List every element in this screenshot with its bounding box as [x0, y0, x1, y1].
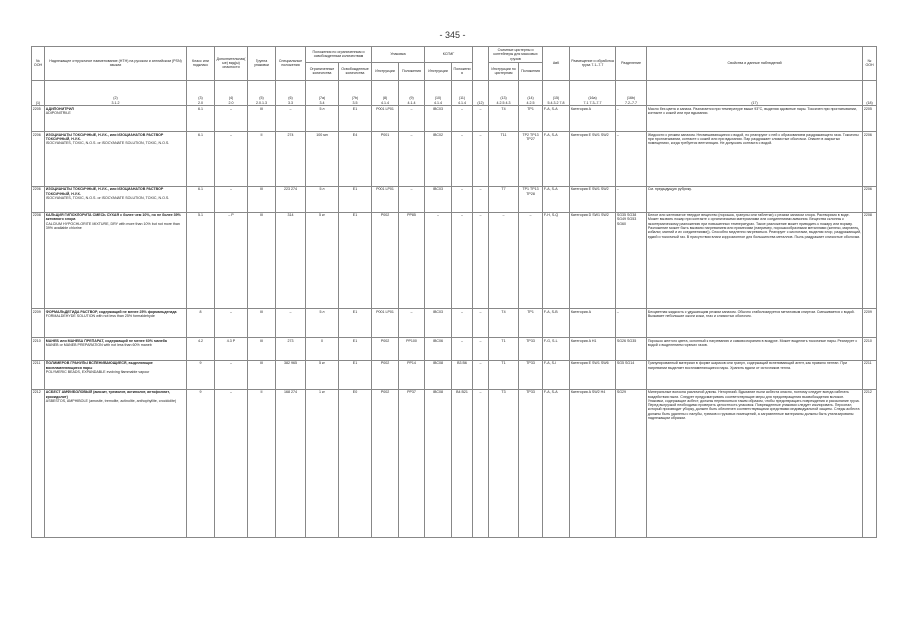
- tank-provision-cell: TP33: [519, 389, 543, 537]
- stowage-cell: Категория A H1: [570, 338, 616, 361]
- column-number-cell: [543, 80, 570, 106]
- packing-group-cell: III: [248, 212, 276, 309]
- column-number: (9): [409, 96, 414, 101]
- table-row: [32, 389, 877, 537]
- excepted-qty-cell: E1: [339, 338, 372, 361]
- table-header: [32, 47, 877, 106]
- subsidiary-cell: –: [215, 389, 248, 537]
- class-cell: 6.1: [187, 106, 215, 132]
- header-col12: [473, 47, 489, 81]
- stowage-cell: Категория A: [570, 106, 616, 132]
- subsidiary-cell: –: [215, 106, 248, 132]
- ibc-provision-cell: –: [452, 106, 473, 132]
- stowage-cell: Категория D SW1 SW2: [570, 212, 616, 309]
- un-number-cell: 2208: [32, 212, 45, 309]
- tank-provision-cell: TP2 TP13 TP27: [519, 132, 543, 187]
- column-number: (11): [458, 96, 466, 101]
- column-number-cell: [45, 80, 187, 106]
- class-cell: 5.1: [187, 212, 215, 309]
- column-reference: 3.1.2: [111, 100, 120, 105]
- class-cell: 9: [187, 361, 215, 390]
- english-name: ASBESTOS, AMPHIBOLE (amosite, tremolite, actinolite, anthophyllite, crocidolite): [45, 398, 177, 403]
- excepted-qty-cell: E1: [339, 186, 372, 212]
- subsidiary-cell: –: [215, 132, 248, 187]
- header-un: № ООН: [32, 47, 45, 81]
- ibc-instruction-cell: IBC03: [425, 309, 452, 338]
- packing-group-cell: III: [248, 361, 276, 390]
- column-number-cell: [863, 80, 877, 106]
- special-provisions-cell: 314: [276, 212, 306, 309]
- russian-name: ФОРМАЛЬДЕГИДА РАСТВОР, содержащий не менее 25% формальдегида: [45, 309, 177, 314]
- limited-qty-cell: 100 мл: [306, 132, 339, 187]
- tank-instruction-cell: T3: [489, 389, 519, 537]
- table-row: [32, 186, 877, 212]
- column-reference: 3.5: [352, 100, 358, 105]
- header-segregation: Разделение: [616, 47, 647, 81]
- un-number-right-cell: 2206: [863, 186, 877, 212]
- column-number-cell: [32, 80, 45, 106]
- un-number-right-cell: 2208: [863, 212, 877, 309]
- limited-qty-cell: 5 л: [306, 106, 339, 132]
- column-number: (10): [434, 96, 442, 101]
- column-number-cell: [647, 80, 863, 106]
- ibc-instruction-cell: IBC03: [425, 106, 452, 132]
- tank-instruction-cell: T4: [489, 309, 519, 338]
- header-limited-group: Положения по ограниченным и освобожденным количествам: [306, 47, 372, 63]
- tank-provision-cell: TP1: [519, 106, 543, 132]
- english-name: FORMALDEHYDE SOLUTION with not less than 25% formaldehyde: [45, 314, 155, 319]
- header-limited: Ограниченные количества: [306, 62, 339, 80]
- stowage-cell: Категория A SW2 H4: [570, 389, 616, 537]
- limited-qty-cell: 5 кг: [306, 361, 339, 390]
- packing-instruction-cell: P001 LP01: [372, 186, 399, 212]
- shipping-name-cell: [45, 338, 187, 361]
- segregation-cell: SG29: [616, 389, 647, 537]
- excepted-qty-cell: E1: [339, 212, 372, 309]
- subsidiary-cell: – P: [215, 212, 248, 309]
- ibc-instruction-cell: IBC02: [425, 132, 452, 187]
- subsidiary-cell: –: [215, 361, 248, 390]
- special-provisions-cell: –: [276, 309, 306, 338]
- tank-instruction-cell: T1: [489, 361, 519, 390]
- un-number-right-cell: 2206: [863, 132, 877, 187]
- english-name: MANEB or MANEB PREPARATION with not less than 60% maneb: [45, 342, 152, 347]
- packing-provision-cell: –: [399, 186, 425, 212]
- segregation-cell: SG35 SG38 SG49 SG53 SG60: [616, 212, 647, 309]
- column-number: (8): [382, 96, 388, 101]
- ems-cell: F-A, S-A: [543, 132, 570, 187]
- properties-cell: Жидкости с резким запахом. Несмешивающиеся с водой, но реагируют с ней с образованием раздражающего газа. Токсичны при проглатывании, контакте с кожей или при вдыхании. Пар раздражает слизистые оболочки. Опасен в закрытых помещениях, когда требуется вентиляция. Не допускать контакта с водой.: [647, 132, 863, 187]
- col12-cell: –: [473, 389, 489, 537]
- segregation-cell: SG5 SG14: [616, 361, 647, 390]
- header-packing-group: Группа упаковки: [248, 47, 276, 81]
- russian-name: АДИПОНИТРИЛ: [45, 106, 74, 111]
- excepted-qty-cell: E1: [339, 361, 372, 390]
- packing-group-cell: III: [248, 106, 276, 132]
- tank-instruction-cell: T7: [489, 186, 519, 212]
- ems-cell: F-H, S-Q: [543, 212, 570, 309]
- column-number: (1): [35, 100, 41, 105]
- tank-provision-cell: TP33: [519, 361, 543, 390]
- column-reference: 7.2–7.7: [625, 100, 638, 105]
- packing-provision-cell: –: [399, 309, 425, 338]
- english-name: POLYMERIC BEADS, EXPANDABLE evolving flammable vapour: [45, 370, 150, 375]
- col12-cell: –: [473, 361, 489, 390]
- class-cell: 8: [187, 309, 215, 338]
- class-cell: 4.2: [187, 338, 215, 361]
- un-number-right-cell: 2209: [863, 309, 877, 338]
- russian-name: ИЗОЦИАНАТЫ ТОКСИЧНЫЕ, Н.У.К., или ИЗОЦИАНАТОВ РАСТВОР ТОКСИЧНЫЙ, Н.У.К.: [45, 187, 164, 196]
- stowage-cell: Категория E SW1 SW2: [570, 132, 616, 187]
- column-number-cell: [616, 80, 647, 106]
- limited-qty-cell: 1 кг: [306, 389, 339, 537]
- segregation-cell: –: [616, 309, 647, 338]
- column-number-cell: [452, 80, 473, 106]
- shipping-name-cell: [45, 186, 187, 212]
- shipping-name-cell: [45, 132, 187, 187]
- properties-cell: Гранулированный материал в форме шариков или гранул, содержащий вспенивающий агент, как правило пентан. При нагревании выделяет воспламеняющиеся пары. Хранить вдали от источников тепла.: [647, 361, 863, 390]
- column-reference: 4.1.4: [434, 100, 443, 105]
- shipping-name-cell: [45, 361, 187, 390]
- header-special-provisions: Специальные положения: [276, 47, 306, 81]
- packing-group-cell: III: [248, 338, 276, 361]
- ems-cell: F-A, S-A: [543, 106, 570, 132]
- tank-provision-cell: TP1 TP13 TP28: [519, 186, 543, 212]
- table-body: [32, 106, 877, 537]
- un-number-right-cell: 2211: [863, 361, 877, 390]
- tank-instruction-cell: –: [489, 212, 519, 309]
- column-number: (13): [500, 96, 507, 101]
- col12-cell: –: [473, 338, 489, 361]
- column-number-cell: [187, 80, 215, 106]
- packing-provision-cell: PP85: [399, 212, 425, 309]
- un-number-cell: 2205: [32, 106, 45, 132]
- tank-provision-cell: TP1: [519, 309, 543, 338]
- ibc-instruction-cell: IBC08: [425, 389, 452, 537]
- ibc-provision-cell: –: [452, 186, 473, 212]
- packing-instruction-cell: P001 LP01: [372, 106, 399, 132]
- ibc-provision-cell: –: [452, 309, 473, 338]
- shipping-name-cell: [45, 106, 187, 132]
- packing-instruction-cell: P001: [372, 132, 399, 187]
- packing-instruction-cell: P001 LP01: [372, 309, 399, 338]
- ems-cell: F-A, S-A: [543, 186, 570, 212]
- table-row: [32, 361, 877, 390]
- ibc-provision-cell: B4 B21: [452, 389, 473, 537]
- tank-provision-cell: –: [519, 212, 543, 309]
- column-number: (14): [527, 96, 534, 101]
- col12-cell: –: [473, 132, 489, 187]
- column-number: (6): [288, 96, 293, 101]
- column-reference: 7.1 7.3–7.7: [583, 100, 602, 105]
- ibc-instruction-cell: IBC08: [425, 361, 452, 390]
- column-reference: 2.0: [198, 100, 203, 105]
- column-reference: 2.0: [228, 100, 234, 105]
- header-ems: АвК: [543, 47, 570, 81]
- header-tank-provisions: Положения: [519, 62, 543, 80]
- special-provisions-cell: 274: [276, 132, 306, 187]
- column-number: (5): [259, 96, 264, 101]
- column-number: (7a): [318, 96, 326, 101]
- column-number: (16a): [588, 96, 597, 101]
- segregation-cell: –: [616, 132, 647, 187]
- column-reference: 4.2.5 4.3: [496, 100, 511, 105]
- column-number-cell: [489, 80, 519, 106]
- header-excepted: Освобожденные количества: [339, 62, 372, 80]
- ibc-provision-cell: –: [452, 338, 473, 361]
- column-number: (4): [228, 96, 234, 101]
- column-reference: 4.1.4: [407, 100, 416, 105]
- subsidiary-cell: –: [215, 309, 248, 338]
- header-un-right: № ООН: [863, 47, 877, 81]
- limited-qty-cell: 5 кг: [306, 212, 339, 309]
- table-row: [32, 212, 877, 309]
- un-number-cell: 2210: [32, 338, 45, 361]
- column-reference: 3.4: [319, 100, 325, 105]
- un-number-right-cell: 2210: [863, 338, 877, 361]
- russian-name: ИЗОЦИАНАТЫ ТОКСИЧНЫЕ, Н.У.К., или ИЗОЦИАНАТОВ РАСТВОР ТОКСИЧНЫЙ, Н.У.К.: [45, 132, 164, 141]
- properties-cell: Минеральные волокна различной длины. Негорючий. Вдыхание пыли асбеста опасно, поэтому следует всегда избегать воздействия пыли. Следует предусматривать соответствующие меры для предотвращения высвобождения волокон. Упаковки, содержащие асбест, должны перевозиться таким образом, чтобы предотвращать повреждения и рассыпание груза. Перед выгрузкой необходимо проверить целостность упаковок. Поврежденные упаковки следует изолировать. Персонал, который производит уборку, должен быть обеспечен соответствующими средствами индивидуальной защиты. Следы асбеста должны быть удалены с палубы, трюмов и грузовых помещений, а загрязненные материалы должны быть утилизированы надлежащим образом.: [647, 389, 863, 537]
- header-properties: Свойства и данные наблюдений: [647, 47, 863, 81]
- packing-provision-cell: –: [399, 132, 425, 187]
- properties-cell: См. предыдущую рубрику.: [647, 186, 863, 212]
- excepted-qty-cell: E0: [339, 389, 372, 537]
- header-ibc-provisions: Положения: [452, 62, 473, 80]
- table-row: [32, 106, 877, 132]
- table-row: [32, 338, 877, 361]
- ibc-provision-cell: –: [452, 212, 473, 309]
- class-cell: 9: [187, 389, 215, 537]
- col12-cell: –: [473, 309, 489, 338]
- stowage-cell: Категория A: [570, 309, 616, 338]
- english-name: ISOCYANATES, TOXIC, N.O.S. or ISOCYANATE SOLUTION, TOXIC, N.O.S.: [45, 141, 170, 146]
- russian-name: ПОЛИМЕРОВ ГРАНУЛЫ ВСПЕНИВАЮЩИЕСЯ, выделяющие воспламеняющиеся пары: [45, 361, 153, 370]
- stowage-cell: Категория E SW1 SW2: [570, 186, 616, 212]
- segregation-cell: –: [616, 186, 647, 212]
- russian-name: МАНЕБ или МАНЕБА ПРЕПАРАТ, содержащий не менее 60% манеба: [45, 338, 167, 343]
- ibc-provision-cell: B3 B6: [452, 361, 473, 390]
- column-reference: 4.1.4: [458, 100, 467, 105]
- un-number-cell: 2206: [32, 132, 45, 187]
- excepted-qty-cell: E1: [339, 106, 372, 132]
- packing-instruction-cell: P002: [372, 389, 399, 537]
- properties-cell: Белое или желтоватое твердое вещество (порошок, гранулы или таблетки) с резким запахом хлора. Растворимо в воде. Может вызвать пожар при контакте с органическими материалами или соединениями аммония. Вещества склонны к экзотермическому разложению при повышенных температурах. Такое разложение может приводить к пожару или взрыву. Разложение может быть вызвано нагреванием или примесями (например, порошкообразными металлами (железо, марганец, кобальт, магний и их соединениями)). Способно медленно нагреваться. Реагирует с кислотами, выделяя хлор, раздражающий, едкий и токсичный газ. В присутствии влаги коррозионное для большинства металлов. Пыль раздражает слизистые оболочки.: [647, 212, 863, 309]
- subsidiary-cell: 4.3 P: [215, 338, 248, 361]
- limited-qty-cell: 5 л: [306, 186, 339, 212]
- properties-cell: Порошок желтого цвета, склонный к нагреванию и самовозгоранию в воздухе. Может выделять токсичные пары. Реагирует с водой с выделением горючих газов.: [647, 338, 863, 361]
- properties-cell: Бесцветная жидкость с удушающим резким запахом. Обычно стабилизируется метиловым спиртом. Смешивается с водой. Вызывает небольшие ожоги кожи, глаз и слизистых оболочек.: [647, 309, 863, 338]
- excepted-qty-cell: E4: [339, 132, 372, 187]
- tank-instruction-cell: T11: [489, 132, 519, 187]
- special-provisions-cell: –: [276, 106, 306, 132]
- ibc-instruction-cell: IBC03: [425, 186, 452, 212]
- header-provisions: Положения: [399, 62, 425, 80]
- segregation-cell: SG26 SG35: [616, 338, 647, 361]
- header-ibc-group: КСГМГ: [425, 47, 473, 63]
- russian-name: АСБЕСТ АМФИБОЛОВЫЙ (амозит, тремолит, актинолит, антофиллит, крокидолит): [45, 390, 170, 399]
- column-number: (15): [552, 96, 560, 101]
- page-number: - 345 -: [439, 30, 466, 40]
- class-cell: 6.1: [187, 132, 215, 187]
- packing-provision-cell: PP14: [399, 361, 425, 390]
- column-number: (2): [113, 96, 118, 101]
- header-class: Класс или подкласс: [187, 47, 215, 81]
- tank-provision-cell: TP33: [519, 338, 543, 361]
- packing-provision-cell: –: [399, 106, 425, 132]
- packing-instruction-cell: P002: [372, 212, 399, 309]
- header-subsidiary: Дополнительная(ые) вид(ы) опасности: [215, 47, 248, 81]
- ems-cell: F-G, S-L: [543, 338, 570, 361]
- un-number-cell: 2209: [32, 309, 45, 338]
- column-number-cell: [276, 80, 306, 106]
- column-number-cell: [519, 80, 543, 106]
- packing-provision-cell: PP100: [399, 338, 425, 361]
- ibc-instruction-cell: –: [425, 212, 452, 309]
- subsidiary-cell: –: [215, 186, 248, 212]
- stowage-cell: Категория E SW1 SW6: [570, 361, 616, 390]
- special-provisions-cell: 223 274: [276, 186, 306, 212]
- limited-qty-cell: 0: [306, 338, 339, 361]
- english-name: CALCIUM HYPOCHLORITE MIXTURE, DRY with more than 10% but not more than 39% available chlorine: [45, 221, 180, 230]
- tank-instruction-cell: T4: [489, 106, 519, 132]
- special-provisions-cell: 168 274: [276, 389, 306, 537]
- header-tanks-group: Съемные цистерны и контейнеры для массовых грузов: [489, 47, 543, 63]
- class-cell: 6.1: [187, 186, 215, 212]
- column-number-cell: [339, 80, 372, 106]
- ibc-instruction-cell: IBC06: [425, 338, 452, 361]
- un-number-right-cell: 2205: [863, 106, 877, 132]
- english-name: ADIPONITRILE: [45, 111, 71, 116]
- col12-cell: –: [473, 106, 489, 132]
- col12-cell: –: [473, 186, 489, 212]
- column-number-cell: [425, 80, 452, 106]
- segregation-cell: –: [616, 106, 647, 132]
- column-number: (12): [477, 100, 484, 105]
- column-number: (3): [198, 96, 203, 101]
- un-number-cell: 2211: [32, 361, 45, 390]
- column-reference: 2.0.1.3: [256, 100, 267, 105]
- special-provisions-cell: 382 965: [276, 361, 306, 390]
- tank-instruction-cell: T1: [489, 338, 519, 361]
- properties-cell: Масло без цвета и запаха. Разлагается при температуре выше 93°C, выделяя ядовитые пары. Токсичен при проглатывании, контакте с кожей или при вдыхании.: [647, 106, 863, 132]
- russian-name: КАЛЬЦИЯ ГИПОХЛОРИТА СМЕСЬ СУХАЯ с более чем 10%, но не более 39% активного хлора: [45, 213, 181, 222]
- packing-instruction-cell: P002: [372, 338, 399, 361]
- column-reference: 3.3: [288, 100, 293, 105]
- column-number-cell: [306, 80, 339, 106]
- header-tank-instructions: Инструкции по цистернам: [489, 62, 519, 80]
- column-reference: 4.1.4: [381, 100, 390, 105]
- header-name: Надлежащее отгрузочное наименование (НТН) на русском и английском (PSN) языках: [45, 47, 187, 81]
- column-number: (7b): [351, 96, 359, 101]
- excepted-qty-cell: E1: [339, 309, 372, 338]
- column-number: (16b): [626, 96, 636, 101]
- column-numbers-row: [32, 80, 877, 106]
- packing-group-cell: III: [248, 186, 276, 212]
- ibc-provision-cell: –: [452, 132, 473, 187]
- header-instructions: Инструкции: [372, 62, 399, 80]
- packing-group-cell: III: [248, 309, 276, 338]
- table-row: [32, 132, 877, 187]
- column-reference: 5.4.3.2 7.8: [547, 100, 565, 105]
- shipping-name-cell: [45, 309, 187, 338]
- shipping-name-cell: [45, 389, 187, 537]
- un-number-right-cell: 2212: [863, 389, 877, 537]
- limited-qty-cell: 5 л: [306, 309, 339, 338]
- un-number-cell: 2212: [32, 389, 45, 537]
- column-number-cell: [248, 80, 276, 106]
- ems-cell: F-A, S-B: [543, 309, 570, 338]
- dangerous-goods-list-table: [31, 46, 877, 538]
- column-number-cell: [399, 80, 425, 106]
- header-packaging-group: Упаковка: [372, 47, 425, 63]
- un-number-cell: 2206: [32, 186, 45, 212]
- table-row: [32, 309, 877, 338]
- packing-provision-cell: PP37: [399, 389, 425, 537]
- packing-group-cell: II: [248, 389, 276, 537]
- shipping-name-cell: [45, 212, 187, 309]
- english-name: ISOCYANATES, TOXIC, N.O.S. or ISOCYANATE SOLUTION, TOXIC, N.O.S.: [45, 195, 170, 200]
- column-number: (18): [866, 100, 873, 105]
- ems-cell: F-A, S-A: [543, 389, 570, 537]
- special-provisions-cell: 273: [276, 338, 306, 361]
- column-number-cell: [215, 80, 248, 106]
- column-number: (17): [751, 100, 758, 105]
- header-stowage: Размещение и обработка груза 7.1–7.7: [570, 47, 616, 81]
- header-ibc-instructions: Инструкции: [425, 62, 452, 80]
- column-number-cell: [473, 80, 489, 106]
- ems-cell: F-A, S-I: [543, 361, 570, 390]
- column-number-cell: [570, 80, 616, 106]
- column-reference: 4.2.5: [526, 100, 535, 105]
- packing-group-cell: II: [248, 132, 276, 187]
- column-number-cell: [372, 80, 399, 106]
- col12-cell: –: [473, 212, 489, 309]
- packing-instruction-cell: P002: [372, 361, 399, 390]
